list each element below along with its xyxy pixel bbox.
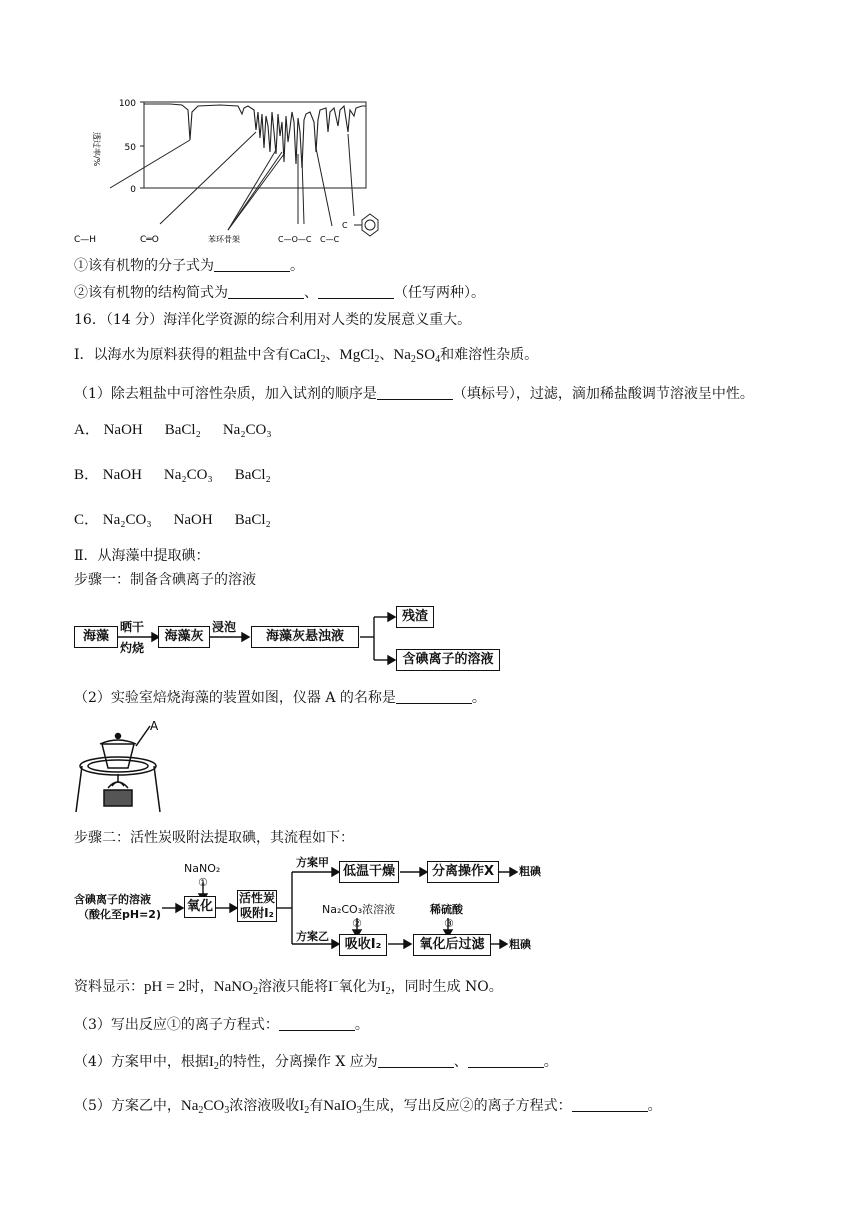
answer-blank[interactable] xyxy=(378,1053,454,1068)
label-plan-b: 方案乙 xyxy=(296,930,329,943)
box-oxidize: 氧化 xyxy=(184,896,216,918)
spectrum-trace xyxy=(144,104,366,168)
label-circle-1: ① xyxy=(198,876,208,889)
question-3: （3）写出反应①的离子方程式： 。 xyxy=(74,1017,369,1033)
option-b[interactable]: B． NaOH Na₂CO₃ BaCl₂ xyxy=(74,467,271,483)
option-c[interactable]: C． Na₂CO₃ NaOH BaCl₂ xyxy=(74,512,271,528)
answer-blank[interactable] xyxy=(468,1053,544,1068)
lamp-icon xyxy=(104,790,132,806)
ir-spectrum-figure xyxy=(70,92,390,252)
spectrum-ylabel: 透过率/% xyxy=(92,132,101,167)
label-na2co3: Na₂CO₃浓溶液 xyxy=(322,903,396,916)
crucible-apparatus-figure xyxy=(70,716,170,816)
label-start-line1: 含碘离子的溶液 xyxy=(74,893,151,906)
box-iodide-solution: 含碘离子的溶液 xyxy=(396,649,500,671)
label-burn: 灼烧 xyxy=(120,641,145,655)
answer-blank[interactable] xyxy=(572,1097,648,1112)
label-crude-1: 粗碘 xyxy=(519,865,541,878)
label-circle-2: ② xyxy=(352,917,362,930)
benzene-ring-icon xyxy=(362,214,378,236)
label-nano2: NaNO₂ xyxy=(184,862,221,875)
question-2: （2）实验室焙烧海藻的装置如图，仪器 A 的名称是 。 xyxy=(74,690,486,706)
answer-blank[interactable] xyxy=(214,257,290,272)
box-filter: 氧化后过滤 xyxy=(413,934,491,956)
question-4: （4）方案甲中，根据$I_2$的特性，分离操作 X 应为 、 。 xyxy=(74,1054,558,1072)
peak-label-benzene: 苯环骨架 xyxy=(208,235,240,244)
label-start-line2: （酸化至pH=2) xyxy=(78,908,161,921)
label-crude-2: 粗碘 xyxy=(509,938,531,951)
question-16-title: 16．（14 分）海洋化学资源的综合利用对人类的发展意义重大。 xyxy=(74,312,472,328)
leader-ch xyxy=(110,140,190,188)
label-acid: 稀硫酸 xyxy=(430,903,463,916)
peak-label-coc: C—O—C xyxy=(278,235,312,244)
peak-label-cc: C—C xyxy=(320,235,340,244)
question-structure: ②该有机物的结构简式为 、 （任写两种）。 xyxy=(74,285,485,301)
ytick-0: 0 xyxy=(130,185,136,195)
ytick-100: 100 xyxy=(118,99,136,109)
info-note: 资料显示：pH = 2时，NaNO$_2$溶液只能将I−氧化为$I_2$，同时生成 NO。 xyxy=(74,977,503,997)
box-dry: 低温干燥 xyxy=(339,861,399,883)
ytick-50: 50 xyxy=(124,143,136,153)
box-adsorb: 活性炭 吸附I₂ xyxy=(238,891,275,920)
part1-intro: Ⅰ．以海水为原料获得的粗盐中含有CaCl$_2$、MgCl$_2$、$Na_2SO_4$和难溶性杂质。 xyxy=(74,347,539,365)
box-ash: 海藻灰 xyxy=(158,626,210,648)
box-separate: 分离操作X xyxy=(427,861,499,883)
peak-label-ch: C—H xyxy=(74,235,97,245)
part2-title: Ⅱ．从海藻中提取碘： xyxy=(74,548,210,564)
question-5: （5）方案乙中，$Na_2CO_3$浓溶液吸收$I_2$有NaIO$_3$生成，写出反应②的离子方程式： 。 xyxy=(74,1098,662,1116)
question-1: （1）除去粗盐中可溶性杂质，加入试剂的顺序是 （填标号），过滤，滴加稀盐酸调节溶液呈中性。 xyxy=(74,386,754,402)
box-suspension: 海藻灰悬浊液 xyxy=(251,626,359,648)
peak-label-co: C═O xyxy=(140,235,159,245)
answer-blank[interactable] xyxy=(377,385,453,400)
question-formula: ①该有机物的分子式为 。 xyxy=(74,258,304,274)
label-dry: 晒干 xyxy=(120,620,145,634)
label-soak: 浸泡 xyxy=(212,620,237,634)
answer-blank[interactable] xyxy=(228,284,304,299)
step1-title: 步骤一：制备含碘离子的溶液 xyxy=(74,572,256,588)
label-a: A xyxy=(150,719,159,733)
box-absorb: 吸收I₂ xyxy=(339,934,387,956)
box-residue: 残渣 xyxy=(396,606,434,628)
option-a[interactable]: A． NaOH BaCl₂ Na₂CO₃ xyxy=(74,422,272,438)
box-seaweed: 海藻 xyxy=(74,626,118,648)
crucible-icon xyxy=(102,744,134,768)
answer-blank[interactable] xyxy=(279,1016,355,1031)
step2-title: 步骤二：活性炭吸附法提取碘，其流程如下： xyxy=(74,830,354,846)
svg-text:C: C xyxy=(342,221,348,230)
answer-blank[interactable] xyxy=(396,689,472,704)
label-circle-3: ③ xyxy=(444,917,454,930)
answer-blank[interactable] xyxy=(318,284,394,299)
label-plan-a: 方案甲 xyxy=(296,856,329,869)
